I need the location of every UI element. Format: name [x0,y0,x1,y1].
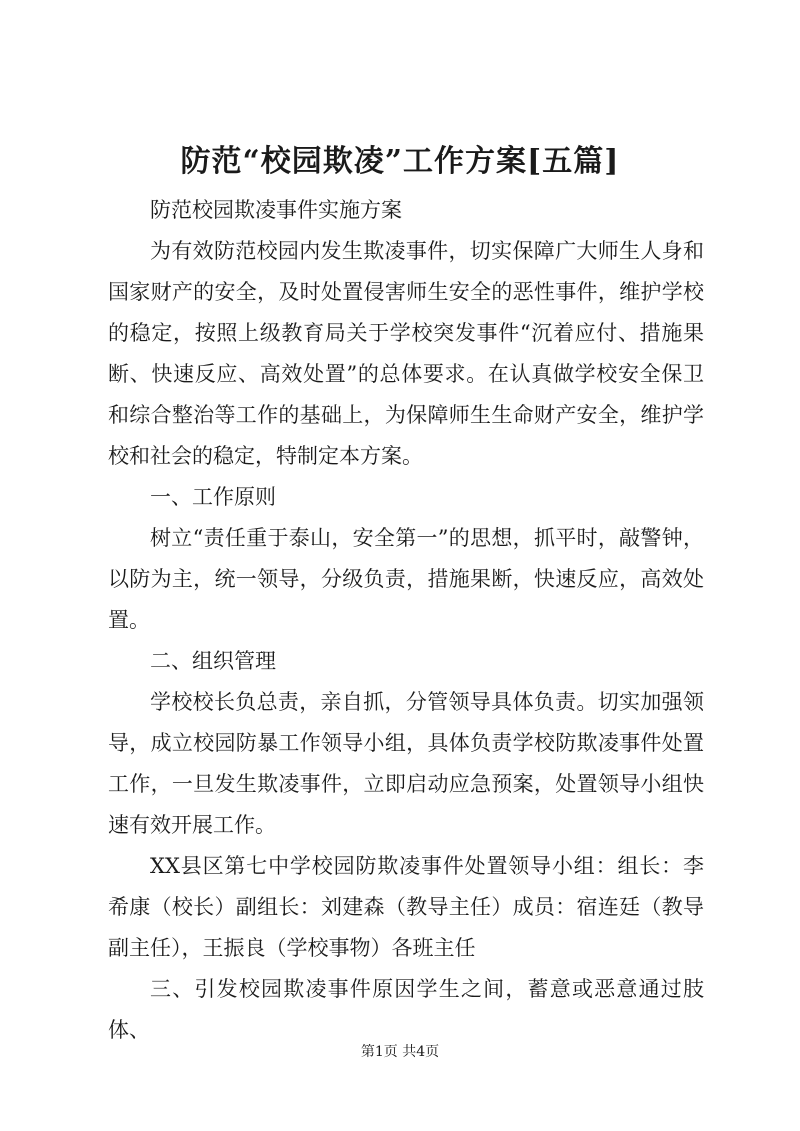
paragraph-organization: 学校校长负总责，亲自抓，分管领导具体负责。切实加强领导，成立校园防暴工作领导小组，具体负责学校防欺凌事件处置工作，一旦发生欺凌事件，立即启动应急预案，处置领导小组快速有效开展工作。 [108,690,704,837]
paragraph-leadership-group: XX县区第七中学校园防欺凌事件处置领导小组：组长：李希康（校长）副组长：刘建森（教导主任）成员：宿连廷（教导副主任），王振良（学校事物）各班主任 [108,854,704,960]
heading-work-principles: 一、工作原则 [150,485,276,509]
document-title: 防范“校园欺凌”工作方案[五篇] [180,144,620,179]
document-body [108,190,704,1051]
paragraph-subtitle: 防范校园欺凌事件实施方案 [150,198,402,222]
paragraph-causes: 三、引发校园欺凌事件原因学生之间，蓄意或恶意通过肢体、 [108,977,704,1042]
paragraph-principles: 树立“责任重于泰山，安全第一”的思想，抓平时，敲警钟，以防为主，统一领导，分级负责，措施果断，快速反应，高效处置。 [108,526,704,632]
heading-organization: 二、组织管理 [150,649,276,673]
paragraph-purpose: 为有效防范校园内发生欺凌事件，切实保障广大师生人身和国家财产的安全，及时处置侵害师生安全的恶性事件，维护学校的稳定，按照上级教育局关于学校突发事件“沉着应付、措施果断、快速反应、高效处置”的总体要求。在认真做学校安全保卫和综合整治等工作的基础上，为保障师生生命财产安全，维护学校和社会的稳定，特制定本方案。 [108,239,704,468]
page-number-footer: 第1页 共4页 [360,1044,440,1060]
